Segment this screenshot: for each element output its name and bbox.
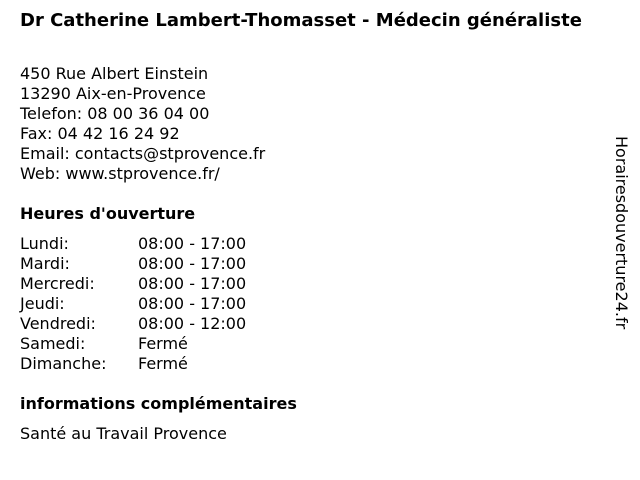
hours-time: 08:00 - 17:00 bbox=[138, 254, 247, 273]
address-street: 450 Rue Albert Einstein bbox=[20, 64, 209, 83]
contact-block bbox=[20, 64, 265, 184]
hours-time: Fermé bbox=[138, 334, 188, 353]
hours-row bbox=[20, 254, 246, 274]
hours-day: Mercredi: bbox=[20, 274, 95, 293]
info-text: Santé au Travail Provence bbox=[20, 424, 227, 443]
hours-time: 08:00 - 17:00 bbox=[138, 294, 247, 313]
hours-row bbox=[20, 314, 246, 334]
hours-row bbox=[20, 354, 246, 374]
page-title: Dr Catherine Lambert-Thomasset - Médecin généraliste bbox=[20, 10, 582, 31]
web-line: Web: www.stprovence.fr/ bbox=[20, 164, 220, 183]
hours-time: 08:00 - 17:00 bbox=[138, 274, 247, 293]
phone-line: Telefon: 08 00 36 04 00 bbox=[20, 104, 210, 123]
hours-row bbox=[20, 294, 246, 314]
hours-day: Mardi: bbox=[20, 254, 70, 273]
hours-row bbox=[20, 334, 246, 354]
hours-day: Lundi: bbox=[20, 234, 69, 253]
hours-day: Dimanche: bbox=[20, 354, 107, 373]
hours-day: Samedi: bbox=[20, 334, 86, 353]
hours-row bbox=[20, 274, 246, 294]
hours-row bbox=[20, 234, 246, 254]
hours-table bbox=[20, 234, 246, 374]
email-line: Email: contacts@stprovence.fr bbox=[20, 144, 266, 163]
info-heading: informations complémentaires bbox=[20, 394, 297, 413]
address-city: 13290 Aix-en-Provence bbox=[20, 84, 206, 103]
hours-time: 08:00 - 12:00 bbox=[138, 314, 247, 333]
hours-day: Jeudi: bbox=[20, 294, 65, 313]
hours-heading: Heures d'ouverture bbox=[20, 204, 196, 223]
hours-time: 08:00 - 17:00 bbox=[138, 234, 247, 253]
hours-time: Fermé bbox=[138, 354, 188, 373]
fax-line: Fax: 04 42 16 24 92 bbox=[20, 124, 180, 143]
watermark-text: Horairesdouverture24.fr bbox=[612, 136, 631, 330]
hours-day: Vendredi: bbox=[20, 314, 96, 333]
